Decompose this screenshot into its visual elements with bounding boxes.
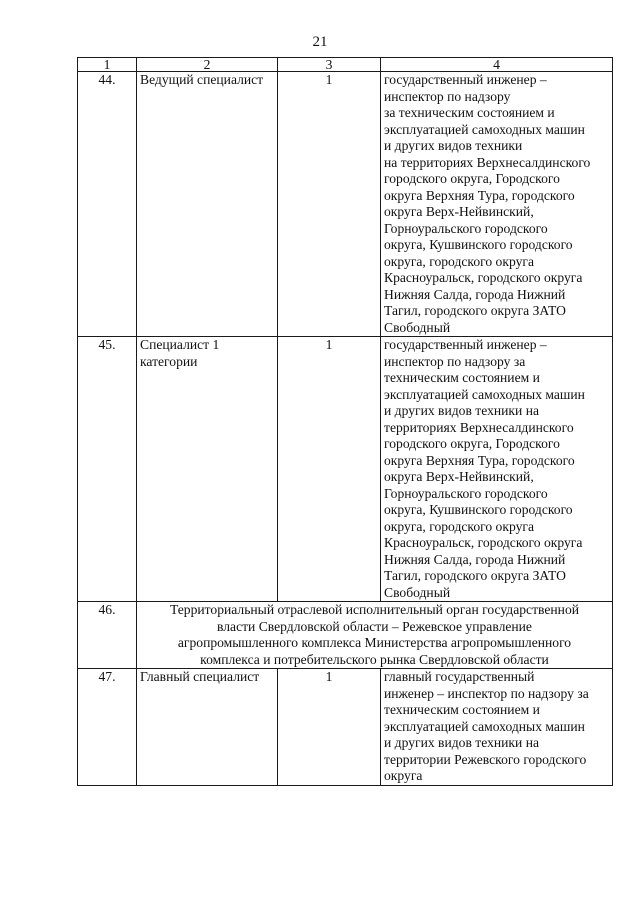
row-number: 44. — [78, 72, 137, 337]
text-line: инспектор по надзору — [384, 88, 511, 104]
text-line: городского округа, Городского — [384, 171, 560, 186]
position-title — [137, 337, 278, 602]
text-line: Красноуральск, городского округа — [384, 535, 583, 550]
text-line: государственный инженер – — [384, 72, 547, 87]
row-number: 47. — [78, 669, 137, 786]
text-line: техническим состоянием и — [384, 370, 540, 385]
table-row — [78, 72, 613, 337]
table-header-row — [78, 58, 613, 72]
text-line: и других видов техники на — [384, 403, 540, 418]
text-line: Территориальный отраслевой исполнительный орган государственной — [169, 602, 580, 617]
text-line: и других видов техники — [384, 138, 523, 153]
header-col-3: 3 — [278, 58, 381, 72]
table-row — [78, 337, 613, 602]
text-line: за техническим состоянием и — [384, 105, 555, 120]
text-line: округа, Кушвинского городского — [384, 237, 573, 252]
position-count: 1 — [278, 72, 381, 337]
text-line: инспектор по надзору за — [384, 353, 526, 369]
table-row — [78, 602, 613, 669]
text-line: городского округа, Городского — [384, 436, 560, 451]
text-line: категории — [140, 353, 198, 369]
text-line: главный государственный — [384, 669, 535, 684]
text-line: Специалист 1 — [140, 337, 220, 352]
position-description — [381, 72, 613, 337]
text-line: территории Режевского городского — [384, 751, 587, 767]
organization-heading — [137, 602, 613, 669]
text-line: округа Верхняя Тура, городского — [384, 452, 575, 468]
position-description — [381, 337, 613, 602]
text-line: Ведущий специалист — [140, 72, 264, 87]
text-line: округа, Кушвинского городского — [384, 502, 573, 517]
header-col-2: 2 — [137, 58, 278, 72]
text-line: округа, городского округа — [384, 518, 534, 534]
position-count: 1 — [278, 669, 381, 786]
text-line: Тагил, городского округа ЗАТО — [384, 303, 566, 318]
text-line: комплекса и потребительского рынка Свердловской области — [200, 651, 549, 667]
table-row — [78, 669, 613, 786]
text-line: эксплуатацией самоходных машин — [384, 718, 585, 734]
staff-table — [77, 57, 613, 786]
text-line: Свободный — [384, 584, 451, 600]
text-line: округа Верх-Нейвинский, — [384, 204, 534, 219]
position-title — [137, 72, 278, 337]
text-line: Красноуральск, городского округа — [384, 270, 583, 285]
position-count: 1 — [278, 337, 381, 602]
text-line: агропромышленного комплекса Министерства агропромышленного — [177, 635, 572, 650]
text-line: инженер – инспектор по надзору за — [384, 685, 589, 701]
text-line: округа — [384, 768, 423, 783]
text-line: территориях Верхнесалдинского — [384, 419, 574, 435]
text-line: Нижняя Салда, города Нижний — [384, 286, 566, 302]
page-number: 21 — [312, 34, 328, 50]
text-line: техническим состоянием и — [384, 702, 540, 717]
text-line: Главный специалист — [140, 669, 260, 684]
text-line: власти Свердловской области – Режевское управление — [217, 618, 532, 634]
row-number: 45. — [78, 337, 137, 602]
text-line: эксплуатацией самоходных машин — [384, 121, 585, 137]
text-line: Горноуральского городского — [384, 485, 548, 501]
position-description — [381, 669, 613, 786]
text-line: округа Верхняя Тура, городского — [384, 187, 575, 203]
text-line: Нижняя Салда, города Нижний — [384, 551, 566, 567]
text-line: Свободный — [384, 319, 451, 335]
text-line: эксплуатацией самоходных машин — [384, 386, 585, 402]
text-line: округа Верх-Нейвинский, — [384, 469, 534, 484]
header-col-4: 4 — [381, 58, 613, 72]
row-number: 46. — [78, 602, 137, 669]
text-line: Горноуральского городского — [384, 220, 548, 236]
text-line: на территориях Верхнесалдинского — [384, 154, 591, 170]
text-line: Тагил, городского округа ЗАТО — [384, 568, 566, 583]
text-line: и других видов техники на — [384, 735, 540, 750]
text-line: государственный инженер – — [384, 337, 547, 352]
position-title — [137, 669, 278, 786]
header-col-1: 1 — [78, 58, 137, 72]
text-line: округа, городского округа — [384, 253, 534, 269]
